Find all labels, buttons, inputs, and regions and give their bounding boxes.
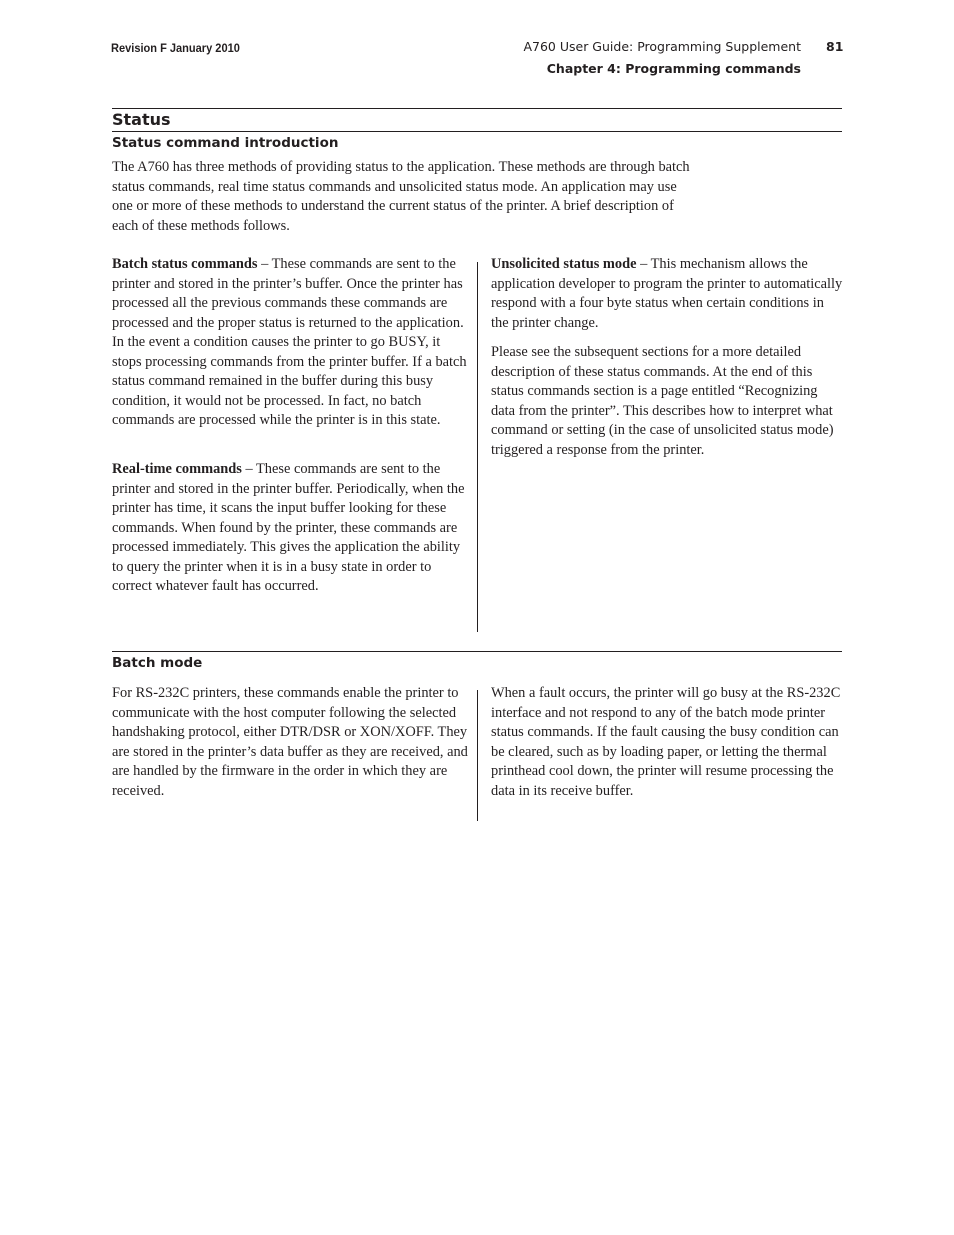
- section-title-rule: [112, 131, 842, 132]
- guide-title: A760 User Guide: Programming Supplement: [523, 39, 801, 54]
- batch-mode-right-paragraph: When a fault occurs, the printer will go busy at the RS-232C interface and not respond to any of the batch mode printer status commands. If the fault causing the busy condition can be cleared, such as by loading paper, or letting the thermal printhead cool down, the printer will resume processing the data in its receive buffer.: [491, 685, 841, 799]
- batch-status-term: Batch status commands: [112, 256, 258, 272]
- page-number: 81: [826, 39, 844, 54]
- realtime-term: Real-time commands: [112, 461, 242, 477]
- status-intro-paragraph: The A760 has three methods of providing status to the application. These methods are through batch status commands, real time status commands and unsolicited status mode. An application may use one or more of these methods to understand the current status of the printer. A brief description of each of these methods follows.: [112, 159, 690, 234]
- batch-status-text: – These commands are sent to the printer and stored in the printer’s buffer. Once the printer has processed all the previous commands these commands are processed and the proper status is returned to the application. In the event a condition causes the printer to go BUSY, it stops processing commands from the printer buffer. If a batch status command remained in the buffer during this busy condition, it would not be processed. In fact, no batch commands are processed while the printer is in this state.: [112, 256, 467, 428]
- chapter-title: Chapter 4: Programming commands: [546, 61, 801, 76]
- subsection-title-batch-mode: Batch mode: [112, 655, 203, 671]
- unsolicited-paragraph: [491, 255, 843, 333]
- unsolicited-text: – This mechanism allows the application developer to program the printer to automatically respond with a four byte status when certain conditions in the printer change.: [491, 256, 843, 331]
- realtime-text: – These commands are sent to the printer and stored in the printer buffer. Periodically, when the printer has time, it scans the input buffer looking for these commands. When found by the printer, these commands are processed immediately. This gives the application the ability to query the printer when it is in a busy state in order to correct whatever fault has occurred.: [112, 461, 465, 594]
- batch-section-rule: [112, 651, 842, 652]
- unsolicited-term: Unsolicited status mode: [491, 256, 637, 272]
- see-also-paragraph: Please see the subsequent sections for a more detailed description of these status commands. At the end of this status commands section is a page entitled “Recognizing data from the printer”. This describes how to interpret what command or setting (in the case of unsolicited status mode) triggered a response from the printer.: [491, 344, 834, 458]
- realtime-paragraph: [112, 460, 468, 597]
- batch-mode-left-paragraph: For RS-232C printers, these commands enable the printer to communicate with the host computer following the selected handshaking protocol, either DTR/DSR or XON/XOFF. They are stored in the printer’s data buffer as they are received, and are handled by the firmware in the order in which they are received.: [112, 685, 468, 799]
- section-title-status: Status: [112, 110, 171, 129]
- revision-label: Revision F January 2010: [111, 41, 240, 55]
- column-divider-batch: [477, 690, 478, 821]
- batch-status-paragraph: [112, 255, 468, 431]
- column-divider-status: [477, 262, 478, 632]
- section-top-rule: [112, 108, 842, 109]
- subsection-title-status-intro: Status command introduction: [112, 135, 339, 151]
